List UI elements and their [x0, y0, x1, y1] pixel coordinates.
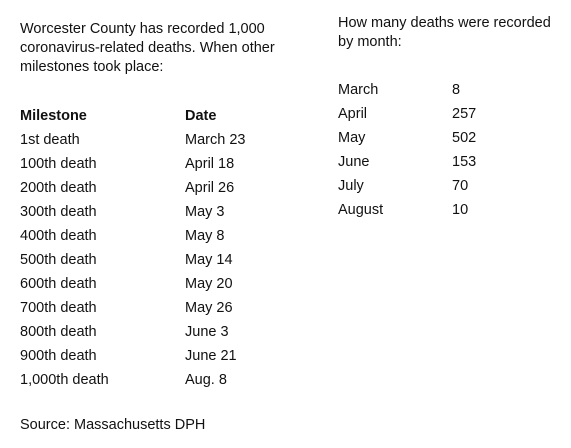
month-cell: May	[338, 130, 366, 146]
date-cell: May 26	[185, 300, 233, 316]
month-cell: March	[338, 82, 379, 98]
deaths-cell: 8	[452, 82, 461, 98]
milestone-cell: 800th death	[20, 324, 97, 340]
date-cell: June 3	[185, 324, 229, 340]
month-cell: April	[338, 106, 368, 122]
milestone-cell: 600th death	[20, 276, 97, 292]
milestone-column-header: Milestone	[20, 108, 87, 124]
date-cell: May 20	[185, 276, 233, 292]
deaths-cell: 10	[452, 202, 469, 218]
date-cell: May 3	[185, 204, 225, 220]
date-cell: Aug. 8	[185, 372, 227, 388]
intro-text: Worcester County has recorded 1,000 coronavirus-related deaths. When other milestones took place:	[20, 21, 275, 75]
date-cell: March 23	[185, 132, 246, 148]
date-cell: June 21	[185, 348, 237, 364]
month-cell: June	[338, 154, 370, 170]
deaths-cell: 502	[452, 130, 477, 146]
deaths-cell: 70	[452, 178, 469, 194]
milestone-cell: 300th death	[20, 204, 97, 220]
milestone-cell: 400th death	[20, 228, 97, 244]
monthly-question: How many deaths were recorded by month:	[338, 15, 551, 50]
date-cell: May 8	[185, 228, 225, 244]
milestone-cell: 500th death	[20, 252, 97, 268]
date-column-header: Date	[185, 108, 217, 124]
month-cell: July	[338, 178, 364, 194]
milestone-cell: 100th death	[20, 156, 97, 172]
source-note: Source: Massachusetts DPH	[20, 417, 206, 433]
milestone-cell: 1st death	[20, 132, 80, 148]
milestone-cell: 700th death	[20, 300, 97, 316]
date-cell: April 18	[185, 156, 235, 172]
milestone-cell: 200th death	[20, 180, 97, 196]
milestone-cell: 900th death	[20, 348, 97, 364]
milestone-cell: 1,000th death	[20, 372, 109, 388]
deaths-cell: 153	[452, 154, 477, 170]
deaths-cell: 257	[452, 106, 477, 122]
month-cell: August	[338, 202, 384, 218]
date-cell: May 14	[185, 252, 233, 268]
date-cell: April 26	[185, 180, 235, 196]
